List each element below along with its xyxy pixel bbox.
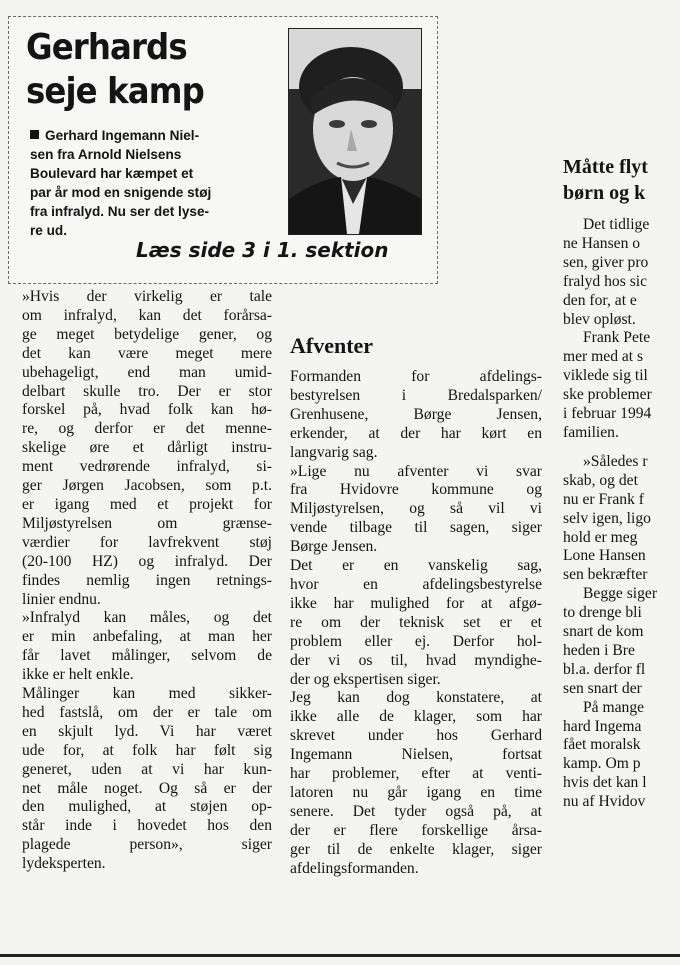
paragraph: »Infralyd kan måles, og det er min anbefaling, at man her får lavet målinger, selvom de ikke er helt enkle.: [22, 609, 272, 684]
bottom-rule: [0, 954, 680, 957]
paragraph: »Hvis der virkelig er tale om infralyd, kan det forårsa- ge meget betydelige gener, og det kan være meget mere ubehageligt, end man umid- delbart skulle tro. Der er stor forskel på, hvad folk kan hø- re, og derfor er det menne- skelige øre et dårligt instru- ment vedrørende infralyd, si- ger Jørgen Jacobsen, som p.t. er igang med et projekt for Miljøstyrelsen om grænse- værdier for lavfrekvent støj (20-100 HZ) og infralyd. Der findes nemlig ingen retnings- linier endnu.: [22, 288, 272, 608]
column3-heading: Måtte flyt børn og k: [563, 156, 648, 204]
paragraph: Jeg kan dog konstatere, at ikke alle de klager, som har skrevet under hos Gerhard Ingemann Nielsen, fortsat har problemer, efter at venti- latoren nu går igang en time senere. Det tyder også på, at der er flere forskellige årsa- ger til de enkelte klager, siger afdelingsformanden.: [290, 689, 542, 877]
teaser-title-line: Gerhards: [26, 27, 187, 68]
portrait-photo: [288, 28, 422, 235]
bullet-square-icon: [30, 130, 39, 139]
paragraph: På mange hard Ingema fået moralsk kamp. Om p hvis det kan l nu af Hvidov: [563, 698, 647, 811]
paragraph: Det er en vanskelig sag, hvor en afdelingsbestyrelse ikke har mulighed for at afgø- re om der teknisk set er et problem eller ej. Derfor hol- der vi os til, hvad myndighe- der og ekspertisen siger.: [290, 557, 542, 688]
teaser-title-line: seje kamp: [26, 71, 204, 112]
paragraph: Begge siger to drenge bli snart de kom heden i Bre bl.a. derfor fl sen snart der: [563, 585, 658, 697]
teaser-lead-line: par år mod en snigende støj: [30, 185, 212, 200]
teaser-lead-line: re ud.: [30, 223, 68, 238]
teaser-lead-line: Gerhard Ingemann Niel-: [30, 126, 285, 145]
page-reference: Læs side 3 i 1. sektion: [136, 238, 389, 262]
portrait-illustration: [289, 29, 421, 234]
article-column-2: [290, 332, 542, 878]
paragraph: »Således r skab, og det nu er Frank f selv igen, ligo hold er meg Lone Hansen sen bekræfter: [563, 452, 651, 584]
paragraph: Det tidlige ne Hansen o sen, giver pro fralyd hos sic den for, at e blev opløst.: [563, 216, 650, 328]
subheading: Afventer: [290, 333, 374, 358]
article-column-3: [563, 154, 680, 812]
teaser-title: [26, 26, 251, 114]
teaser-lead-line: Boulevard har kæmpet et: [30, 166, 194, 181]
article-column-1: [22, 288, 272, 874]
teaser-lead: [30, 126, 285, 240]
teaser-lead-line: fra infralyd. Nu ser det lyse-: [30, 204, 210, 219]
paragraph: »Lige nu afventer vi svar fra Hvidovre kommune og Miljøstyrelsen, og så vil vi vende tilbage til sagen, siger Børge Jensen.: [290, 462, 542, 556]
paragraph: Formanden for afdelings- bestyrelsen i Bredalsparken/ Grenhusene, Børge Jensen, erkender, at der har kørt en langvarig sag.: [290, 368, 542, 461]
paragraph: Målinger kan med sikker- hed fastslå, om der er tale om en skjult lyd. Vi har været ude for, at folk har følt sig generet, uden at vi har kun- net måle noget. Og så er der den mulighed, at støjen op- står inde i hovedet hos den plagede person», siger lydeksperten.: [22, 685, 272, 873]
paragraph: Frank Pete mer med at s viklede sig til ske problemer i februar 1994 familien.: [563, 329, 652, 441]
teaser-lead-line: sen fra Arnold Nielsens: [30, 147, 182, 162]
